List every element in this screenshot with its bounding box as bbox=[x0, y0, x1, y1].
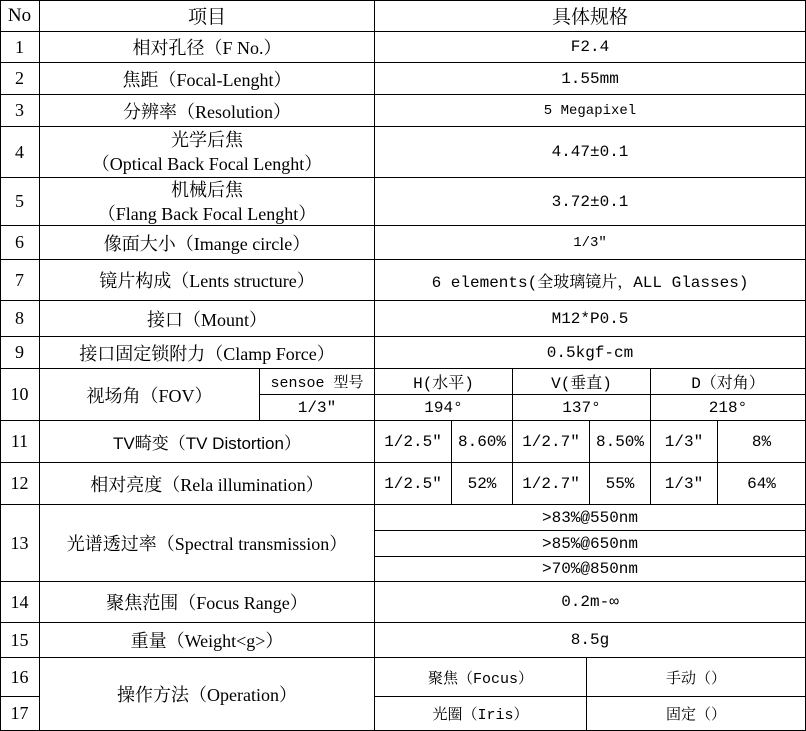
illumination-sensor-2: 1/2.7″ bbox=[513, 463, 590, 505]
fov-sensor-header: sensoe 型号 bbox=[260, 369, 375, 395]
fov-horizontal-value: 194° bbox=[375, 395, 513, 421]
fov-vertical-header: V(垂直) bbox=[513, 369, 651, 395]
row-number-12: 12 bbox=[0, 463, 40, 505]
mount-value: M12*P0.5 bbox=[375, 301, 806, 337]
clamp-force-value: 0.5kgf-cm bbox=[375, 337, 806, 369]
optical-back-focal-value: 4.47±0.1 bbox=[375, 127, 806, 178]
weight-label: 重量（Weight<g>） bbox=[40, 623, 375, 658]
illumination-sensor-1: 1/2.5″ bbox=[375, 463, 452, 505]
operation-focus-label: 聚焦（Focus） bbox=[375, 658, 587, 697]
image-circle-label: 像面大小（Imange circle） bbox=[40, 226, 375, 260]
mount-label: 接口（Mount） bbox=[40, 301, 375, 337]
row-number-2: 2 bbox=[0, 63, 40, 95]
header-spec: 具体规格 bbox=[375, 0, 806, 32]
row-number-10: 10 bbox=[0, 369, 40, 421]
header-item: 项目 bbox=[40, 0, 375, 32]
row-number-1: 1 bbox=[0, 32, 40, 63]
distortion-value-2: 8.50% bbox=[590, 421, 651, 463]
row-number-8: 8 bbox=[0, 301, 40, 337]
row-number-14: 14 bbox=[0, 582, 40, 623]
operation-iris-label: 光圈（Iris） bbox=[375, 697, 587, 731]
illumination-value-3: 64% bbox=[718, 463, 806, 505]
illumination-value-2: 55% bbox=[590, 463, 651, 505]
flange-back-focal-label-en: （Flang Back Focal Lenght） bbox=[97, 203, 317, 224]
fov-sensor-value: 1/3″ bbox=[260, 395, 375, 421]
spectral-value-650: >85%@650nm bbox=[375, 531, 806, 557]
resolution-label: 分辨率（Resolution） bbox=[40, 95, 375, 127]
aperture-label: 相对孔径（F No.） bbox=[40, 32, 375, 63]
spectral-value-550: >83%@550nm bbox=[375, 505, 806, 531]
row-number-17: 17 bbox=[0, 697, 40, 731]
row-number-11: 11 bbox=[0, 421, 40, 463]
relative-illumination-label: 相对亮度（Rela illumination） bbox=[40, 463, 375, 505]
illumination-sensor-3: 1/3″ bbox=[651, 463, 718, 505]
row-number-7: 7 bbox=[0, 260, 40, 301]
focal-length-label: 焦距（Focal-Lenght） bbox=[40, 63, 375, 95]
row-number-5: 5 bbox=[0, 178, 40, 226]
row-number-9: 9 bbox=[0, 337, 40, 369]
fov-diagonal-value: 218° bbox=[651, 395, 806, 421]
fov-vertical-value: 137° bbox=[513, 395, 651, 421]
fov-label: 视场角（FOV） bbox=[40, 369, 260, 421]
flange-back-focal-label bbox=[40, 178, 375, 226]
focus-range-label: 聚焦范围（Focus Range） bbox=[40, 582, 375, 623]
distortion-value-3: 8% bbox=[718, 421, 806, 463]
resolution-value: 5 Megapixel bbox=[375, 95, 806, 127]
operation-iris-value: 固定（） bbox=[587, 697, 806, 731]
optical-back-focal-label-en: （Optical Back Focal Lenght） bbox=[91, 154, 323, 174]
row-number-6: 6 bbox=[0, 226, 40, 260]
row-number-3: 3 bbox=[0, 95, 40, 127]
spectral-transmission-label: 光谱透过率（Spectral transmission） bbox=[40, 505, 375, 582]
image-circle-value: 1/3″ bbox=[375, 226, 806, 260]
clamp-force-label: 接口固定锁附力（Clamp Force） bbox=[40, 337, 375, 369]
operation-focus-value: 手动（） bbox=[587, 658, 806, 697]
flange-back-focal-label-cn: 机械后焦 bbox=[171, 179, 243, 200]
optical-back-focal-label bbox=[40, 127, 375, 178]
row-number-13: 13 bbox=[0, 505, 40, 582]
row-number-4: 4 bbox=[0, 127, 40, 178]
focal-length-value: 1.55mm bbox=[375, 63, 806, 95]
row-number-15: 15 bbox=[0, 623, 40, 658]
fov-horizontal-header: H(水平) bbox=[375, 369, 513, 395]
focus-range-value: 0.2m-∞ bbox=[375, 582, 806, 623]
distortion-value-1: 8.60% bbox=[452, 421, 513, 463]
tv-distortion-label: TV畸变（TV Distortion） bbox=[40, 421, 375, 463]
aperture-value: F2.4 bbox=[375, 32, 806, 63]
distortion-sensor-1: 1/2.5″ bbox=[375, 421, 452, 463]
illumination-value-1: 52% bbox=[452, 463, 513, 505]
lens-structure-label: 镜片构成（Lents structure） bbox=[40, 260, 375, 301]
operation-label: 操作方法（Operation） bbox=[40, 658, 375, 731]
flange-back-focal-value: 3.72±0.1 bbox=[375, 178, 806, 226]
lens-structure-value: 6 elements(全玻璃镜片，ALL Glasses) bbox=[375, 260, 806, 301]
distortion-sensor-2: 1/2.7″ bbox=[513, 421, 590, 463]
header-no: No bbox=[0, 0, 40, 32]
row-number-16: 16 bbox=[0, 658, 40, 697]
optical-back-focal-label-cn: 光学后焦 bbox=[171, 130, 243, 150]
distortion-sensor-3: 1/3″ bbox=[651, 421, 718, 463]
spectral-value-850: >70%@850nm bbox=[375, 557, 806, 582]
weight-value: 8.5g bbox=[375, 623, 806, 658]
fov-diagonal-header: D（对角） bbox=[651, 369, 806, 395]
